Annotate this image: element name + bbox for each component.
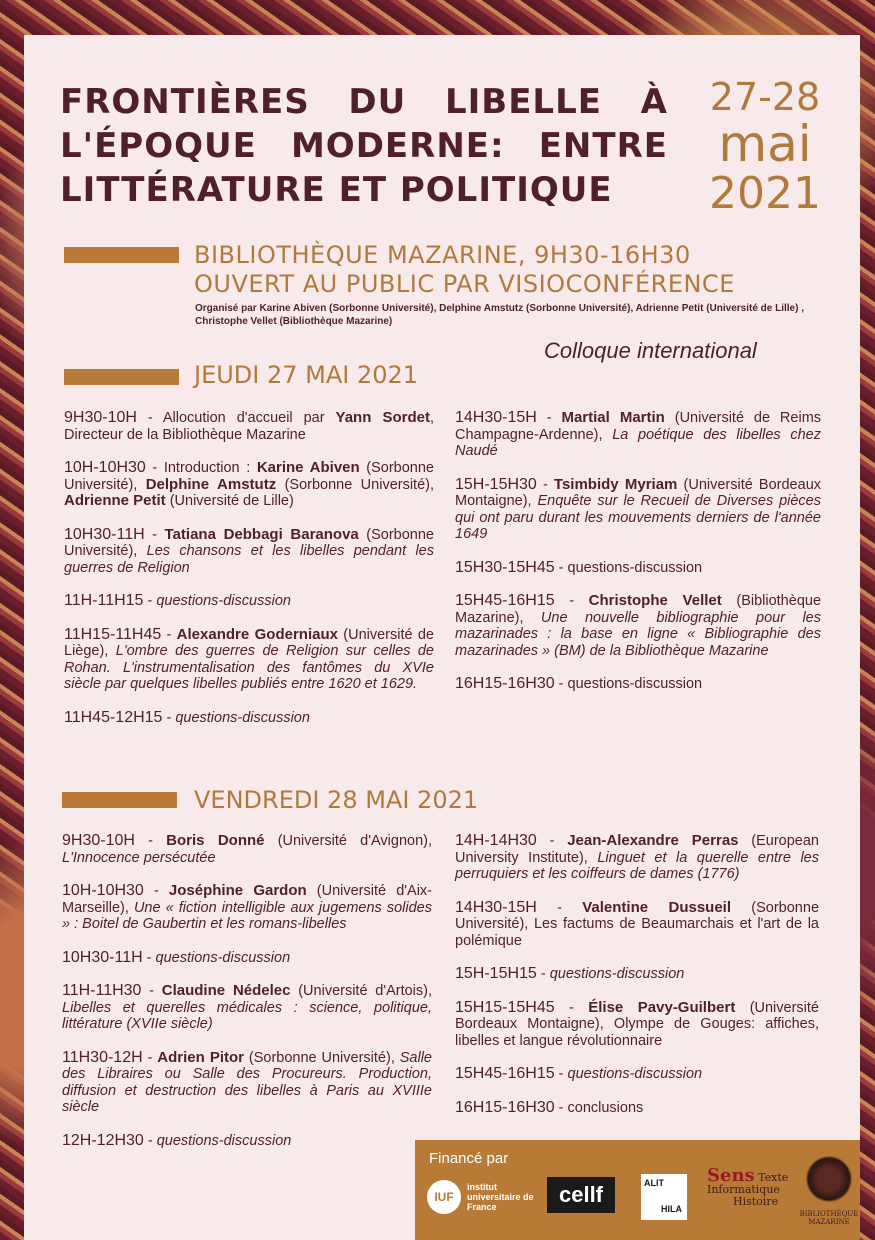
entry-text: (Sorbonne Université), (64, 460, 434, 493)
entry-time: 16H15-16H30 (455, 675, 555, 692)
talk-title: L'Innocence persécutée (62, 849, 216, 866)
entry-text: - (536, 966, 550, 982)
speaker-name: Delphine Amstutz (145, 475, 277, 493)
alit-text: ALIT (644, 1178, 664, 1188)
entry-text: (European University Institute), (455, 833, 819, 866)
entry-text: (Sorbonne Université), (276, 476, 435, 493)
sens-word: Sens (707, 1165, 755, 1186)
entry-text: - (536, 476, 554, 493)
speaker-name: Tatiana Debbagi Baranova (164, 525, 359, 543)
entry-time: 12H-12H30 (62, 1131, 144, 1149)
date-year: 2021 (709, 168, 821, 219)
day2-bar (62, 792, 177, 808)
alithila-logo (641, 1174, 687, 1220)
iuf-logo (427, 1178, 535, 1216)
speaker-name: Élise Pavy-Guilbert (588, 998, 736, 1016)
speaker-name: Valentine Dussueil (582, 898, 732, 916)
entry-time: 10H-10H30 (62, 882, 144, 899)
funders-label: Financé par (429, 1150, 509, 1167)
program-entry (455, 966, 819, 983)
talk-title: Libelles et querelles médicales : science, politique, littérature (XVIIe siècle) (62, 999, 432, 1032)
entry-time: 15H-15H15 (455, 965, 537, 982)
program-entry (455, 900, 819, 950)
talk-title: L'ombre des guerres de Religion sur celles de Rohan. L'instrumentalisation des fantômes du XVIe siècle par quelques libelles publiés entre 1620 et 1629. (64, 643, 434, 692)
program-entry (455, 410, 821, 460)
entry-time: 11H-11H15 (64, 592, 144, 609)
speaker-name: Joséphine Gardon (168, 882, 307, 899)
speaker-name: Alexandre Goderniaux (176, 625, 338, 643)
sens-logo (707, 1165, 793, 1220)
entry-time: 10H30-11H (64, 525, 145, 543)
program-entry (455, 1000, 819, 1050)
speaker-name: Tsimbidy Myriam (553, 475, 678, 493)
entry-text: - (142, 949, 156, 966)
talk-title: questions-discussion (155, 949, 291, 966)
sens-texte: Texte (758, 1171, 789, 1184)
entry-text: - (536, 899, 583, 916)
talk-title: Linguet et la querelle entre les perruquiers et les coiffeurs de dames (1776) (455, 849, 819, 882)
entry-time: 10H30-11H (62, 948, 143, 966)
entry-time: 15H30-15H45 (455, 558, 555, 576)
program-entry (62, 950, 432, 967)
funders-panel (415, 1140, 860, 1240)
speaker-name: Boris Donné (166, 832, 265, 849)
program-entry (64, 710, 434, 727)
speaker-name: Yann Sordet (335, 409, 430, 426)
program-entry (455, 477, 821, 543)
program-entry (455, 1066, 819, 1083)
entry-text: (Université de Lille) (165, 493, 294, 509)
day2-afternoon-program (455, 833, 819, 1133)
entry-time: 11H30-12H (62, 1048, 143, 1066)
date-days: 27-28 (709, 75, 821, 119)
mazarine-logo (799, 1150, 859, 1236)
program-entry (64, 460, 434, 510)
program-entry (64, 527, 434, 577)
program-entry (62, 833, 432, 866)
talk-title: Enquête sur le Recueil de Diverses pièces qui ont paru durant les mouvements derniers de l'année 1649 (455, 493, 821, 542)
entry-text: (Université d'Avignon), (264, 833, 432, 849)
entry-time: 15H45-16H15 (455, 1065, 555, 1082)
hila-text: HILA (661, 1204, 682, 1214)
talk-title: questions-discussion (175, 709, 310, 726)
talk-title: questions-discussion (567, 1066, 703, 1082)
entry-text: - (554, 593, 589, 609)
program-entry (64, 593, 434, 610)
poster-title: FRONTIÈRES DU LIBELLE À L'ÉPOQUE MODERNE: ENTRE LITTÉRATURE ET POLITIQUE (60, 82, 668, 210)
speaker-name: Martial Martin (561, 409, 665, 426)
entry-text: - (554, 1066, 568, 1082)
talk-title: questions-discussion (156, 593, 291, 609)
entry-text: - (141, 983, 162, 999)
talk-title: Une « fiction intelligible aux jugemens solides » : Boitel de Gaubertin et les romans-libelles (62, 899, 432, 932)
talk-title: Salle des Libraires ou Salle des Procureurs. Production, diffusion et destruction des libelles à Paris au XVIIIe siècle (62, 1049, 432, 1115)
entry-text: - questions-discussion (554, 676, 703, 692)
mazarine-seal-icon (805, 1150, 853, 1208)
entry-text: - (161, 626, 177, 643)
entry-time: 9H30-10H (62, 832, 135, 849)
entry-text: - (144, 526, 165, 543)
day1-morning-program (64, 410, 434, 743)
entry-text: (Université d'Aix-Marseille), (62, 883, 432, 916)
entry-text: , Directeur de la Bibliothèque Mazarine (64, 410, 434, 443)
program-entry (62, 1133, 432, 1150)
iuf-text: institut universitaire de France (467, 1182, 534, 1212)
day1-afternoon-program (455, 410, 821, 710)
speaker-name: Adrien Pitor (157, 1048, 244, 1066)
entry-time: 14H-14H30 (455, 832, 537, 849)
entry-text: (Université de Reims Champagne-Ardenne), (455, 410, 822, 443)
program-entry (62, 983, 432, 1033)
entry-time: 15H45-16H15 (455, 592, 555, 609)
day1-heading: JEUDI 27 MAI 2021 (194, 361, 419, 389)
program-entry (64, 627, 434, 693)
program-entry (455, 593, 821, 659)
day2-heading: VENDREDI 28 MAI 2021 (194, 786, 479, 814)
venue-line-2: OUVERT AU PUBLIC PAR VISIOCONFÉRENCE (194, 270, 735, 298)
entry-text: (Université Bordeaux Montaigne), Olympe de Gouges: affiches, libelles et langue révolutionnaire (455, 999, 819, 1049)
entry-time: 11H45-12H15 (64, 708, 163, 726)
talk-title: Une nouvelle bibliographie pour les mazarinades : la base en ligne « Bibliographie des mazarinades » (BM) de la Bibliothèque Mazarine (455, 609, 821, 659)
venue (194, 241, 735, 299)
speaker-name: Claudine Nédelec (161, 982, 291, 999)
colloque-subtitle: Colloque international (544, 338, 757, 363)
program-entry (455, 676, 821, 693)
entry-text: (Sorbonne Université), (64, 526, 434, 559)
entry-text: - (162, 709, 176, 726)
talk-title: La poétique des libelles chez Naudé (455, 426, 821, 459)
entry-text: - Allocution d'accueil par (136, 410, 336, 426)
iuf-mark: IUF (427, 1180, 461, 1214)
entry-time: 10H-10H30 (64, 459, 146, 476)
entry-time: 15H-15H30 (455, 475, 537, 493)
day2-morning-program (62, 833, 432, 1166)
entry-text: - (554, 999, 589, 1016)
program-entry (62, 1050, 432, 1116)
entry-text: - (143, 1132, 157, 1149)
entry-text: - conclusions (554, 1099, 644, 1116)
day1-bar (64, 369, 179, 385)
entry-time: 11H15-11H45 (64, 625, 162, 643)
entry-time: 11H-11H30 (62, 982, 142, 999)
cellf-logo: cellf (547, 1177, 615, 1213)
organizers: Organisé par Karine Abiven (Sorbonne Université), Delphine Amstutz (Sorbonne Université), Adrienne Petit (Université de Lille) , Christophe Vellet (Bibliothèque Mazarine) (195, 303, 804, 327)
mazarine-text: BIBLIOTHÈQUE MAZARINE (799, 1210, 859, 1226)
entry-text: (Université Bordeaux Montaigne), (455, 476, 822, 509)
entry-text: - (536, 410, 562, 426)
date-month: mai (718, 115, 812, 173)
entry-text: (Sorbonne Université), Les factums de Beaumarchais et l'art de la polémique (455, 899, 820, 949)
entry-time: 15H15-15H45 (455, 998, 555, 1016)
entry-text: - (142, 1049, 158, 1066)
entry-text: - Introduction : (145, 460, 257, 476)
program-entry (455, 1100, 819, 1117)
sens-histoire: Histoire (733, 1195, 779, 1208)
venue-line-1: BIBLIOTHÈQUE MAZARINE, 9H30-16H30 (194, 241, 691, 269)
speaker-name: Jean-Alexandre Perras (567, 832, 739, 849)
program-entry (64, 410, 434, 443)
entry-text: - (143, 593, 157, 609)
entry-text: (Bibliothèque Mazarine), (455, 593, 822, 626)
program-entry (62, 883, 432, 933)
venue-bar (64, 247, 179, 263)
entry-time: 14H30-15H (455, 898, 537, 916)
speaker-name: Adrienne Petit (64, 492, 166, 509)
entry-text: (Université de Liège), (64, 626, 434, 659)
program-entry (455, 560, 821, 577)
entry-time: 14H30-15H (455, 409, 537, 426)
entry-text: - questions-discussion (554, 559, 703, 576)
entry-text: (Université d'Artois), (290, 983, 433, 999)
sens-informatique: Informatique (707, 1183, 780, 1196)
entry-text: (Sorbonne Université), (244, 1049, 400, 1066)
speaker-name: Karine Abiven (256, 459, 360, 476)
speaker-name: Christophe Vellet (588, 592, 722, 609)
talk-title: questions-discussion (549, 966, 685, 982)
entry-time: 16H15-16H30 (455, 1098, 555, 1116)
entry-text: - (134, 833, 167, 849)
entry-text: - (143, 883, 169, 899)
entry-time: 9H30-10H (64, 409, 137, 426)
program-entry (455, 833, 819, 883)
talk-title: questions-discussion (156, 1132, 292, 1149)
entry-text: - (536, 833, 568, 849)
talk-title: Les chansons et les libelles pendant les guerres de Religion (64, 543, 434, 576)
